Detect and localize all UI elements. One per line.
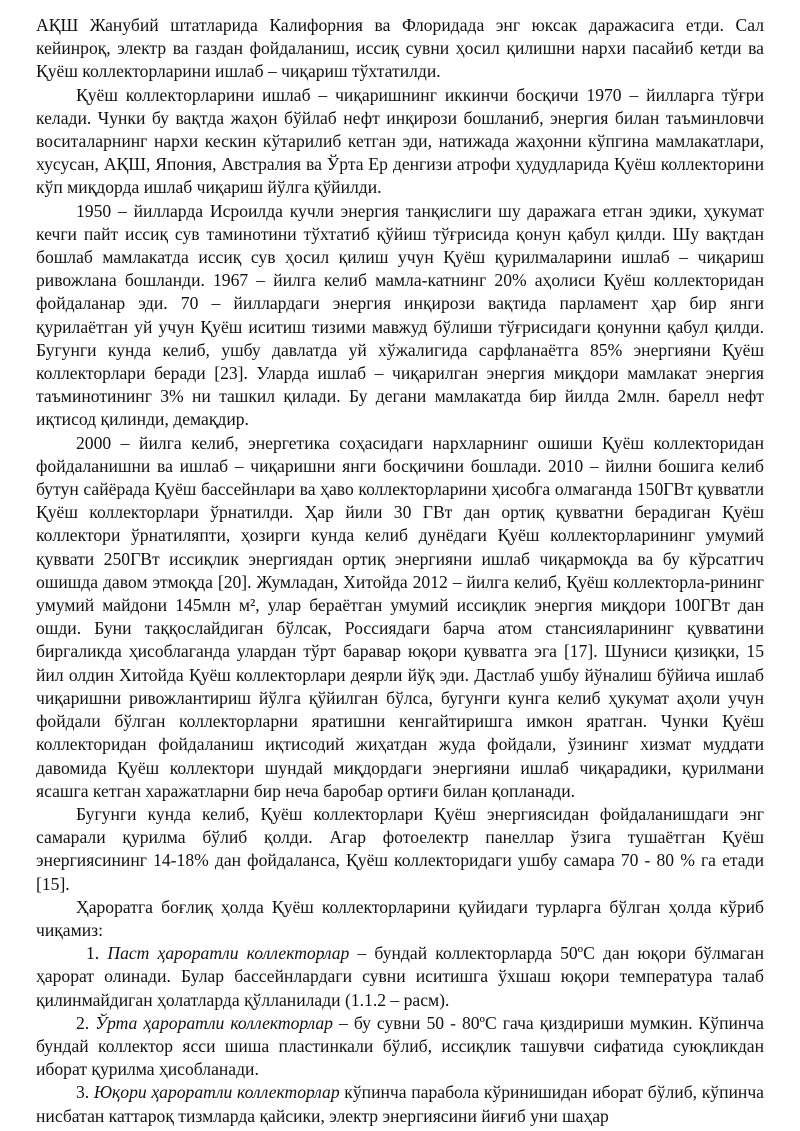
paragraph-1: АҚШ Жанубий штатларида Калифорния ва Флоридада энг юксак даражасига етди. Сал кейинроқ, электр ва газдан фойдаланиш, иссиқ сувни ҳосил қилишни нархи пасайиб кетди ва Қуёш коллекторларини ишлаб – чиқариш тўхтатилди. [36, 15, 764, 82]
paragraph-2: Қуёш коллекторларини ишлаб – чиқаришнинг иккинчи босқичи 1970 – йилларга тўғри келади. Чунки бу вақтда жаҳон бўйлаб нефт инқирози бошланиб, энергия билан таъминловчи воситаларнинг нархи кескин кўтарилиб кетган эди, натижада жаҳонни кўпгина мамлакатлари, хусусан, АҚШ, Япония, Австралия ва Ўрта Ер денгизи атрофи ҳудудларида Қуёш коллекторини кўп миқдорда ишлаб чиқариш йўлга қўйилди. [36, 84, 764, 198]
list-number: 3. [76, 1082, 90, 1103]
list-number: 2. [76, 1012, 90, 1033]
paragraph-6: Ҳароратга боғлиқ ҳолда Қуёш коллекторларини қуйидаги турларга бўлган ҳолда кўриб чиқамиз: [36, 896, 764, 940]
list-text: кўпинча парабола кўринишидан иборат бўлиб, кўпинча нисбатан каттароқ тизмларда қайсики, электр энергиясини йиғиб уни шаҳар [36, 1082, 764, 1126]
list-item-2 [36, 1012, 764, 1082]
paragraph-3: 1950 – йилларда Исроилда кучли энергия танқислиги шу даражага етган эдики, ҳукумат кечги пайт иссиқ сув таминотини тўхтатиб қўйиш тўғрисида қонун қабул қилди. Шу вақтдан бошлаб мамлакатда иссиқ сув ҳосил қилиш учун Қуёш қурилмаларини ишлаб – чиқариш ривожлана бошланди. 1967 – йилга келиб мамла-катнинг 20% аҳолиси Қуёш коллекторидан фойдаланар эди. 70 – йиллардаги энергия инқирози вақтида парламент ҳар бир янги қурилаётган уй учун Қуёш иситиш тизими мавжуд бўлиши тўғрисидаги қонунни қабул қилди. Бугунги кунда келиб, ушбу давлатда уй хўжалигида сарфланаётга 85% энергияни Қуёш коллекторлари беради [23]. Уларда ишлаб – чиқарилган энергия миқдори мамлакат энергия таъминотининг 3% ни ташкил қилади. Бу дегани мамлакатда бир йилда 2млн. барелл нефт иқтисод қилинди, демақдир. [36, 200, 764, 430]
list-text: – бу сувни 50 - 80ºС гача қиздириши мумкин. Кўпинча бундай коллектор ясси шиша пластинкали бўлиб, иссиқлик ташувчи сифатида суюқликдан иборат қурилма ҳисобланади. [36, 1012, 764, 1080]
list-term: Ўрта ҳароратли коллекторлар [95, 1012, 333, 1033]
paragraph-5: Бугунги кунда келиб, Қуёш коллекторлари Қуёш энергиясидан фойдаланишдаги энг самарали қурилма бўлиб қолди. Агар фотоелектр панеллар ўзига тушаётган Қуёш энергиясининг 14-18% дан фойдаланса, Қуёш коллекторидаги ушбу самара 70 - 80 % га етади [15]. [36, 803, 764, 894]
list-term: Юқори ҳароратли коллекторлар [93, 1082, 340, 1103]
list-term: Паст ҳароратли коллекторлар [107, 943, 350, 964]
list-item-3 [36, 1081, 764, 1127]
list-number: 1. [86, 943, 100, 964]
paragraph-4: 2000 – йилга келиб, энергетика соҳасидаги нархларнинг ошиши Қуёш коллекторидан фойдаланишни ва ишлаб – чиқаришни янги босқичини бошлади. 2010 – йилни бошига келиб бутун сайёрада Қуёш бассейнлари ва ҳаво коллекторларини ҳисобга олмаганда 150ГВт қувватли Қуёш коллекторлари ўрнатилди. Ҳар йили 30 ГВт дан ортиқ қувватни берадиган Қуёш коллектори ўрнатиляпти, ҳозирги кунда келиб дунёдаги Қуёш коллекторларининг умумий қуввати 250ГВт иссиқлик энергиядан ортиқ энергияни ишлаб чиқармоқда ва бу кўрсатгич ошишда давом этмоқда [20]. Жумладан, Хитойда 2012 – йилга келиб, Қуёш коллекторла-рининг умумий майдони 145млн м², улар бераётган умумий иссиқлик энергия миқдори 100ГВт дан ошди. Буни таққослайдиган бўлсак, Россиядаги барча атом стансияларининг қувватини биргаликда ҳисоблаганда улардан тўрт баравар юқори қувватга эга [17]. Шуниси қизиқки, 15 йил олдин Хитойда Қуёш коллекторлари деярли йўқ эди. Дастлаб ушбу йўналиш бўйича ишлаб чиқаришни ривожлантириш йўлга қўйилган бўлса, бугунги кунга келиб ҳукумат аҳоли учун фойдали бўлган коллекторларни яратишни кенгайтиришга имкон яратган. Чунки Қуёш коллекторидан фойдаланиш иқтисодий жиҳатдан жуда фойдали, ўзининг хизмат муддати давомида Қуёш коллектори шундай миқдордаги энергияни ишлаб чиқарадики, қурилмани ясашга кетган харажатларни бир неча баробар ортиғи билан қопланади. [36, 432, 764, 801]
list-text: – бундай коллекторларда 50ºС дан юқори бўлмаган ҳарорат олинади. Булар бассейнлардаги сувни иситишга ўхшаш юқори температура талаб қилинмайдиган ҳолатларда қўлланилади (1.1.2 – расм). [36, 943, 765, 1010]
list-item-1 [36, 942, 764, 1012]
